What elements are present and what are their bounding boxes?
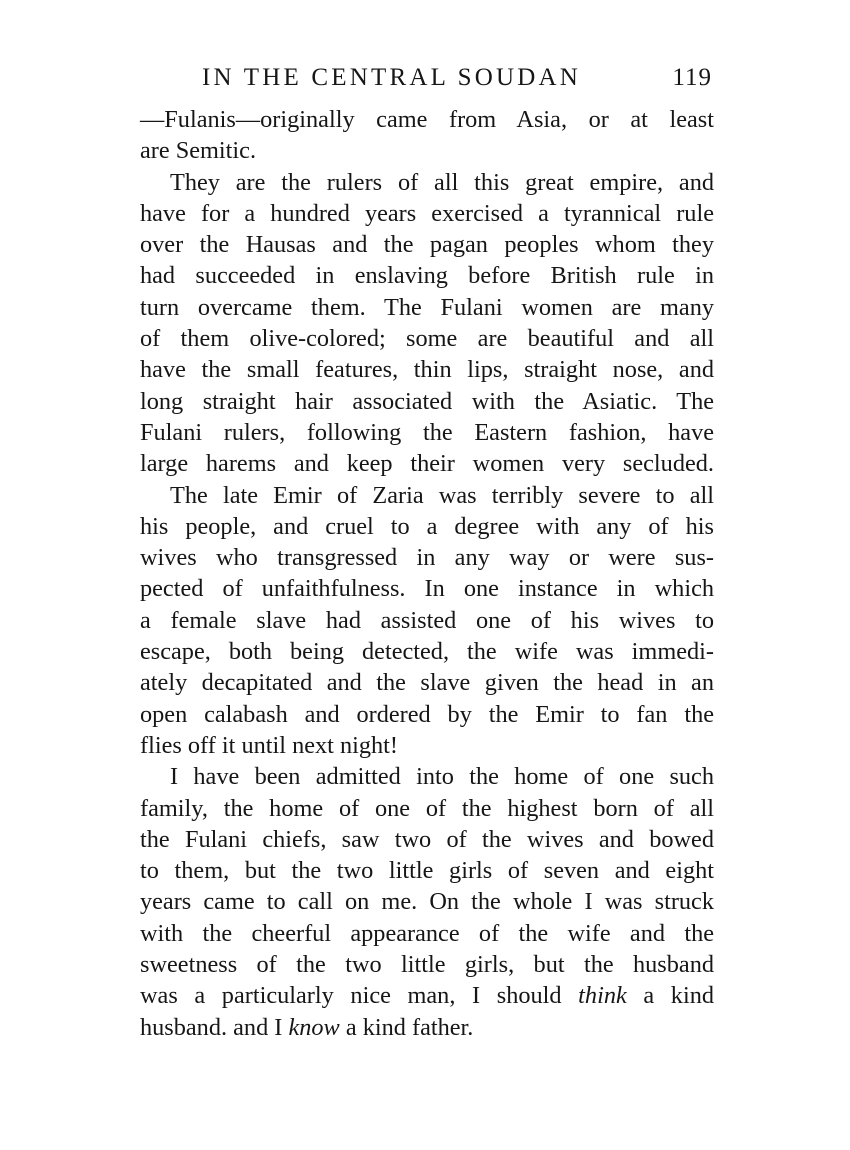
text-line: with the cheerful appearance of the wife and the — [140, 919, 714, 947]
text-line-emphasis-think — [140, 980, 714, 1011]
text-line: pected of unfaithfulness. In one instance in which — [140, 575, 714, 603]
text-line-emphasis-know — [140, 1012, 714, 1043]
line-text: husband. and I — [140, 1013, 283, 1041]
paragraph-1 — [140, 104, 714, 167]
text-line: long straight hair associated with the Asiatic. The — [140, 387, 714, 415]
paragraph-3 — [140, 480, 714, 762]
text-line: have for a hundred years exercised a tyrannical rule — [140, 199, 714, 227]
text-line: sweetness of the two little girls, but the husband — [140, 951, 714, 979]
book-page — [140, 58, 714, 1043]
page-number: 119 — [672, 64, 712, 91]
paragraph-4 — [140, 761, 714, 1043]
text-line: escape, both being detected, the wife was immedi- — [140, 638, 714, 666]
text-line: Fulani rulers, following the Eastern fashion, have — [140, 418, 714, 446]
italic-emphasis: know — [288, 1013, 340, 1041]
line-text: was a particularly nice man, I should — [140, 982, 562, 1010]
italic-emphasis: think — [578, 982, 627, 1010]
text-line: I have been admitted into the home of one such — [170, 763, 714, 791]
text-line: a female slave had assisted one of his wives to — [140, 606, 714, 634]
running-head-title: IN THE CENTRAL SOUDAN — [202, 64, 581, 91]
text-line: his people, and cruel to a degree with any of his — [140, 512, 714, 540]
line-text: a kind — [643, 982, 714, 1010]
text-line: to them, but the two little girls of seven and eight — [140, 857, 714, 885]
line-text: a kind father. — [345, 1013, 474, 1041]
text-line: years came to call on me. On the whole I was struck — [140, 888, 714, 916]
text-line: ately decapitated and the slave given the head in an — [140, 669, 714, 697]
running-head — [140, 58, 714, 104]
text-line: large harems and keep their women very secluded. — [140, 450, 714, 478]
text-line: The late Emir of Zaria was terribly severe to all — [170, 481, 714, 509]
text-line: had succeeded in enslaving before British rule in — [140, 262, 714, 290]
text-line: are Semitic. — [140, 137, 257, 165]
text-line: family, the home of one of the highest born of all — [140, 794, 714, 822]
text-line: They are the rulers of all this great empire, and — [170, 168, 714, 196]
body-text — [140, 104, 714, 1043]
text-line: open calabash and ordered by the Emir to fan the — [140, 700, 714, 728]
text-line: turn overcame them. The Fulani women are many — [140, 293, 714, 321]
text-line: wives who transgressed in any way or were sus- — [140, 544, 714, 572]
text-line: the Fulani chiefs, saw two of the wives and bowed — [140, 825, 714, 853]
text-line: flies off it until next night! — [140, 731, 399, 759]
text-line: of them olive-colored; some are beautiful and all — [140, 325, 714, 353]
text-line: over the Hausas and the pagan peoples whom they — [140, 231, 714, 259]
text-line: have the small features, thin lips, straight nose, and — [140, 356, 714, 384]
text-line: —Fulanis—originally came from Asia, or at least — [140, 106, 714, 133]
paragraph-2 — [140, 167, 714, 480]
